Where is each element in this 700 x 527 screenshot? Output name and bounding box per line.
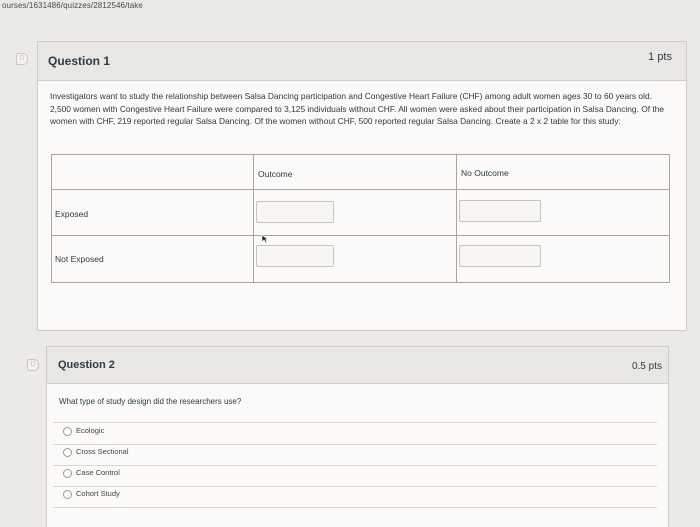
option-divider bbox=[53, 465, 657, 466]
table-row-label-exposed: Exposed bbox=[52, 190, 254, 236]
table-row-label-not-exposed: Not Exposed bbox=[52, 236, 254, 283]
option-divider bbox=[53, 507, 657, 508]
option-cross-sectional[interactable]: Cross Sectional bbox=[63, 446, 129, 458]
option-divider bbox=[53, 422, 657, 423]
question-1-title: Question 1 bbox=[48, 54, 111, 68]
radio-icon[interactable] bbox=[63, 469, 72, 478]
option-divider bbox=[53, 444, 657, 445]
radio-icon[interactable] bbox=[63, 427, 72, 436]
option-cohort-study[interactable]: Cohort Study bbox=[63, 488, 120, 500]
mouse-cursor-icon bbox=[261, 234, 269, 244]
option-divider bbox=[53, 486, 657, 487]
radio-icon[interactable] bbox=[63, 448, 72, 457]
not-exposed-outcome-input[interactable] bbox=[256, 245, 334, 267]
question-1-text: Investigators want to study the relationship between Salsa Dancing participation and Congestive Heart Failure (CHF) among adult women ages 30 to 60 years old. 2,500 women with Congestive Heart Failure were compared to 3,125 individuals without CHF. All women were asked about their participation in Salsa Dancing. Of the women with CHF, 219 reported regular Salsa Dancing. Of the women without CHF, 500 reported regular Salsa Dancing. Create a 2 x 2 table for this study: bbox=[50, 91, 665, 126]
table-cell bbox=[254, 190, 457, 236]
option-case-control[interactable]: Case Control bbox=[63, 467, 120, 479]
question-flag-icon[interactable]: D bbox=[27, 359, 39, 371]
question-2-header bbox=[47, 347, 668, 384]
table-cell bbox=[457, 236, 670, 283]
question-2-points: 0.5 pts bbox=[631, 361, 662, 372]
question-1-header bbox=[38, 42, 686, 81]
table-corner-cell bbox=[52, 155, 254, 190]
not-exposed-no-outcome-input[interactable] bbox=[459, 245, 541, 267]
exposed-no-outcome-input[interactable] bbox=[459, 200, 541, 222]
table-cell bbox=[254, 236, 457, 283]
table-header-outcome: Outcome bbox=[254, 155, 457, 190]
question-flag-icon[interactable]: D bbox=[16, 53, 28, 65]
question-2-text: What type of study design did the researchers use? bbox=[59, 397, 242, 406]
two-by-two-table bbox=[51, 154, 670, 283]
url-bar[interactable]: ourses/1631486/quizzes/2812546/take bbox=[2, 1, 143, 10]
table-header-no-outcome: No Outcome bbox=[457, 155, 670, 190]
exposed-outcome-input[interactable] bbox=[256, 201, 334, 223]
question-2-title: Question 2 bbox=[58, 359, 115, 371]
question-1-card bbox=[37, 41, 687, 331]
option-ecologic[interactable]: Ecologic bbox=[63, 425, 104, 437]
question-1-points: 1 pts bbox=[648, 51, 672, 63]
radio-icon[interactable] bbox=[63, 490, 72, 499]
question-2-card bbox=[46, 346, 669, 527]
table-cell bbox=[457, 190, 670, 236]
